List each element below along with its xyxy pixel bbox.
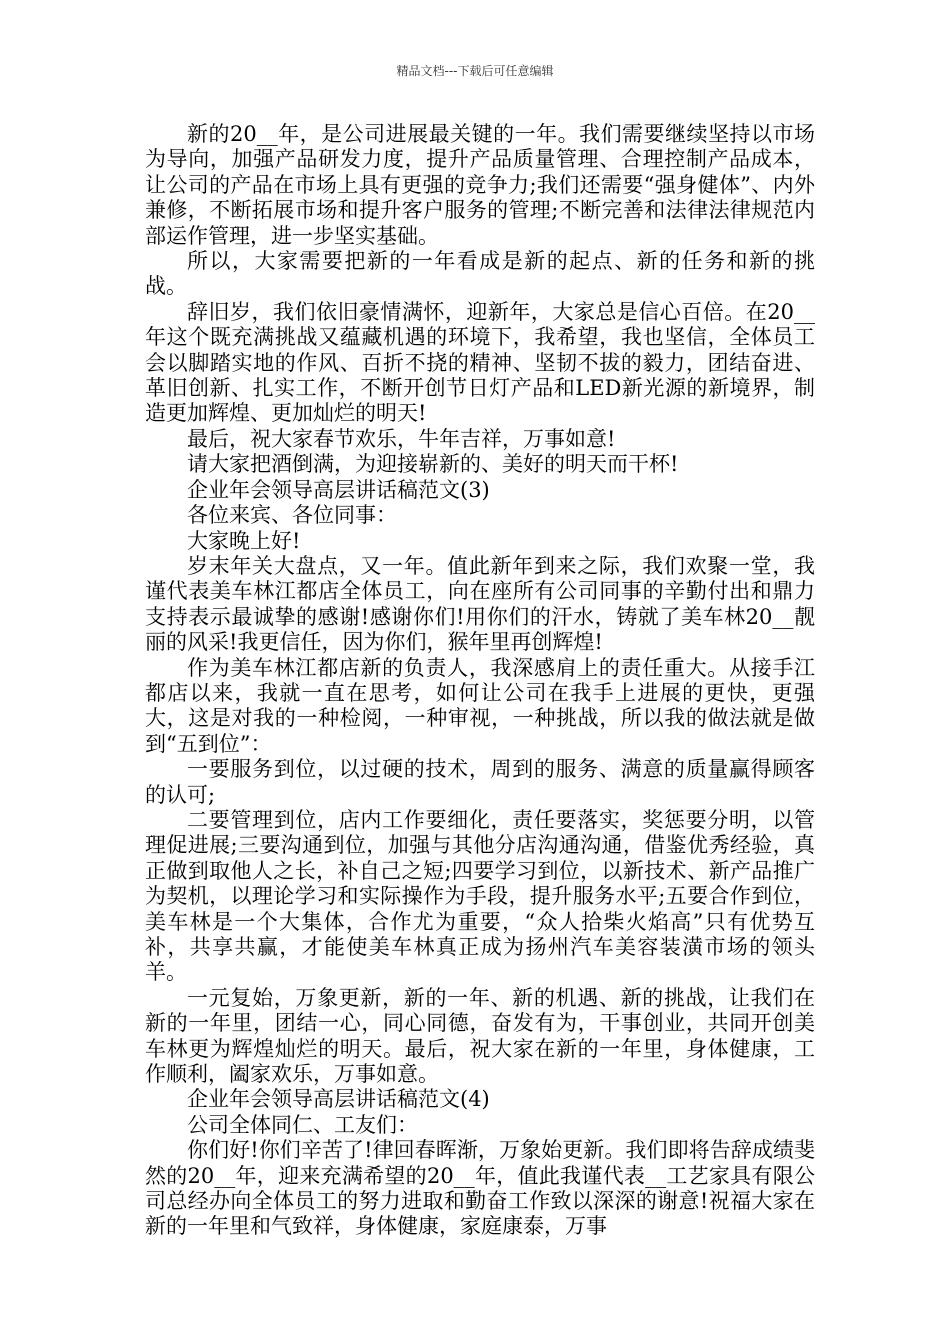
page-header: 精品文档---下载后可任意编辑 (396, 64, 554, 78)
paragraph: 各位来宾、各位同事： (187, 503, 397, 528)
paragraph: 所以，大家需要把新的一年看成是新的起点、新的任务和新的挑战。 (145, 249, 815, 299)
paragraph: 一要服务到位，以过硬的技术，周到的服务、满意的质量赢得顾客的认可; (145, 757, 815, 807)
paragraph: 你们好!你们辛苦了!律回春晖渐，万象始更新。我们即将告辞成绩斐然的20__年，迎来充满希望的20__年，值此我谨代表__工艺家具有限公司总经办向全体员工的努力进取和勤奋工作致以深深的谢意!祝福大家在新的一年里和气致祥，身体健康，家庭康泰，万事 (145, 1138, 815, 1239)
paragraph: 岁末年关大盘点，又一年。值此新年到来之际，我们欢聚一堂，我谨代表美车林江都店全体员工，向在座所有公司同事的辛勤付出和鼎力支持表示最诚挚的感谢!感谢你们!用你们的汗水，铸就了美车林20__靓丽的风采!我更信任，因为你们，猴年里再创辉煌! (145, 553, 815, 655)
document-body (145, 122, 815, 1240)
paragraph: 请大家把酒倒满，为迎接崭新的、美好的明天而干杯! (187, 452, 679, 477)
paragraph: 公司全体同仁、工友们： (187, 1112, 418, 1137)
paragraph: 一元复始，万象更新，新的一年、新的机遇、新的挑战，让我们在新的一年里，团结一心，同心同德，奋发有为，干事创业，共同开创美车林更为辉煌灿烂的明天。最后，祝大家在新的一年里，身体健康，工作顺利，阖家欢乐，万事如意。 (145, 985, 815, 1087)
paragraph: 新的20__年，是公司进展最关键的一年。我们需要继续坚持以市场为导向，加强产品研发力度，提升产品质量管理、合理控制产品成本，让公司的产品在市场上具有更强的竞争力;我们还需要“强身健体”、内外兼修，不断拓展市场和提升客户服务的管理;不断完善和法律法律规范内部运作管理，进一步坚实基础。 (145, 122, 815, 248)
paragraph: 作为美车林江都店新的负责人，我深感肩上的责任重大。从接手江都店以来，我就一直在思考，如何让公司在我手上进展的更快，更强大，这是对我的一种检阅，一种审视，一种挑战，所以我的做法就是做到“五到位”： (145, 655, 815, 756)
paragraph: 辞旧岁，我们依旧豪情满怀，迎新年，大家总是信心百倍。在20__年这个既充满挑战又蕴藏机遇的环境下，我希望，我也坚信，全体员工会以脚踏实地的作风、百折不挠的精神、坚韧不拔的毅力，团结奋进、革旧创新、扎实工作，不断开创节日灯产品和LED新光源的新境界，制造更加辉煌、更加灿烂的明天! (145, 299, 815, 426)
section-heading: 企业年会领导高层讲话稿范文(4) (187, 1087, 490, 1112)
paragraph: 最后，祝大家春节欢乐，牛年吉祥，万事如意! (187, 426, 616, 451)
section-heading: 企业年会领导高层讲话稿范文(3) (187, 477, 490, 502)
paragraph: 大家晚上好! (187, 528, 301, 553)
paragraph: 二要管理到位，店内工作要细化，责任要落实，奖惩要分明，以管理促进展;三要沟通到位，加强与其他分店沟通沟通，借鉴优秀经验，真正做到取他人之长，补自己之短;四要学习到位，以新技术、新产品推广为契机，以理论学习和实际操作为手段，提升服务水平;五要合作到位，美车林是一个大集体，合作尤为重要，“众人拾柴火焰高”只有优势互补，共享共赢，才能使美车林真正成为扬州汽车美容装潢市场的领头羊。 (145, 807, 815, 985)
